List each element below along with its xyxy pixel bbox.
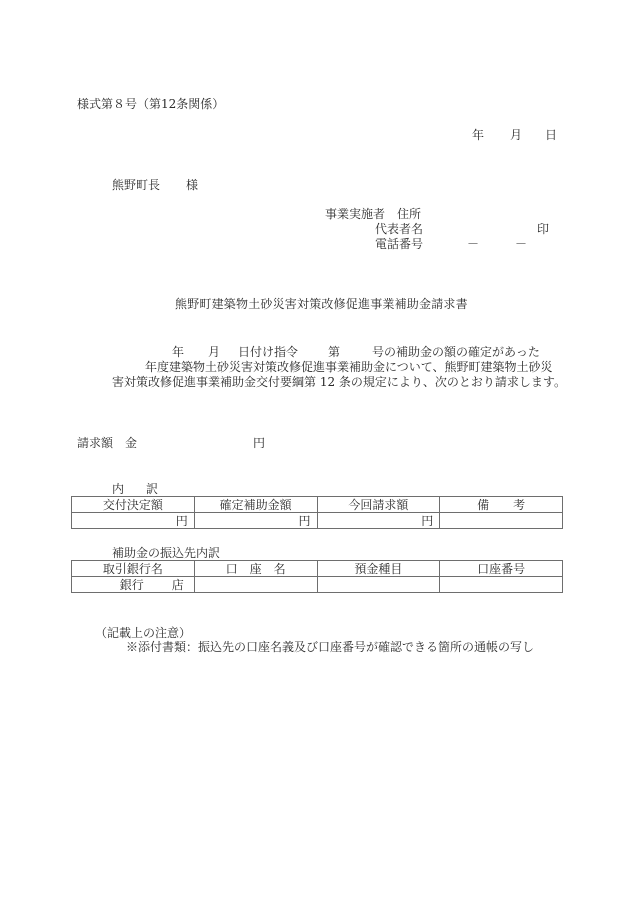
- bank-transfer-label: 補助金の振込先内訳: [112, 546, 221, 560]
- applicant-phone-row: [325, 237, 528, 252]
- breakdown-label-1: 内: [112, 482, 125, 496]
- bank-table: [71, 560, 563, 593]
- breakdown-table: [71, 496, 563, 529]
- account-number-cell[interactable]: [440, 577, 563, 593]
- table-header-row: [72, 561, 563, 577]
- breakdown-label-2: 訳: [146, 482, 159, 496]
- phone-label: 電話番号: [374, 237, 423, 251]
- addressee: [112, 178, 198, 192]
- deposit-type-cell[interactable]: [317, 577, 440, 593]
- header-deposit-type: 預金種目: [317, 561, 440, 577]
- header-account-name: 口 座 名: [194, 561, 317, 577]
- table-row: [72, 513, 563, 529]
- current-claim-cell[interactable]: 円: [317, 513, 440, 529]
- table-header-row: [72, 497, 563, 513]
- body-number-prefix: 第: [328, 345, 341, 359]
- claim-label: 請求額: [77, 436, 114, 450]
- body-line1-rest: 号の補助金の額の確定があった: [372, 345, 540, 359]
- bank-suffix: 銀行: [119, 577, 144, 592]
- body-day-directive: 日付け指令: [238, 345, 299, 359]
- notes-title: （記載上の注意）: [95, 626, 192, 640]
- address-label: 住所: [397, 207, 422, 221]
- body-line-1: [172, 345, 540, 359]
- body-year: 年: [172, 345, 185, 359]
- claim-yen: 円: [253, 436, 266, 450]
- header-grant-decision: 交付決定額: [72, 497, 195, 513]
- form-number: 様式第８号（第12条関係）: [77, 97, 225, 111]
- confirmed-amount-cell[interactable]: 円: [194, 513, 317, 529]
- document-title: 熊野町建築物土砂災害対策改修促進事業補助金請求書: [175, 297, 468, 311]
- addressee-honorific: 様: [186, 178, 199, 192]
- date-year-label: 年: [472, 128, 485, 142]
- breakdown-label: [112, 482, 158, 496]
- applicant-role-label: 事業実施者: [325, 207, 386, 221]
- applicant-representative-row: [325, 222, 550, 237]
- notes-item: ※添付書類：振込先の口座名義及び口座番号が確認できる箇所の通帳の写し: [126, 640, 535, 654]
- bank-branch-cell[interactable]: [72, 577, 195, 593]
- body-line-2: 年度建築物土砂災害対策改修促進事業補助金について、熊野町建築物土砂災: [145, 360, 553, 374]
- body-line-3: 害対策改修促進事業補助金交付要綱第 12 条の規定により、次のとおり請求します。: [112, 375, 566, 389]
- representative-label: 代表者名: [374, 222, 423, 236]
- header-remarks: 備 考: [440, 497, 563, 513]
- branch-suffix: 店: [171, 577, 184, 592]
- applicant-address-row: [325, 207, 423, 222]
- addressee-name: 熊野町長: [112, 178, 161, 192]
- date-month-label: 月: [510, 128, 523, 142]
- remarks-cell[interactable]: [440, 513, 563, 529]
- date-line: [472, 128, 557, 142]
- phone-separator-2: －: [515, 237, 528, 251]
- claim-amount: [77, 436, 266, 450]
- header-bank-name: 取引銀行名: [72, 561, 195, 577]
- grant-decision-cell[interactable]: 円: [72, 513, 195, 529]
- claim-kin: 金: [125, 436, 138, 450]
- header-confirmed-amount: 確定補助金額: [194, 497, 317, 513]
- phone-separator-1: －: [467, 237, 480, 251]
- header-current-claim: 今回請求額: [317, 497, 440, 513]
- applicant-block: [325, 207, 550, 252]
- account-name-cell[interactable]: [194, 577, 317, 593]
- table-row: [72, 577, 563, 593]
- body-month: 月: [208, 345, 221, 359]
- date-day-label: 日: [545, 128, 558, 142]
- seal-mark: 印: [537, 222, 550, 236]
- header-account-number: 口座番号: [440, 561, 563, 577]
